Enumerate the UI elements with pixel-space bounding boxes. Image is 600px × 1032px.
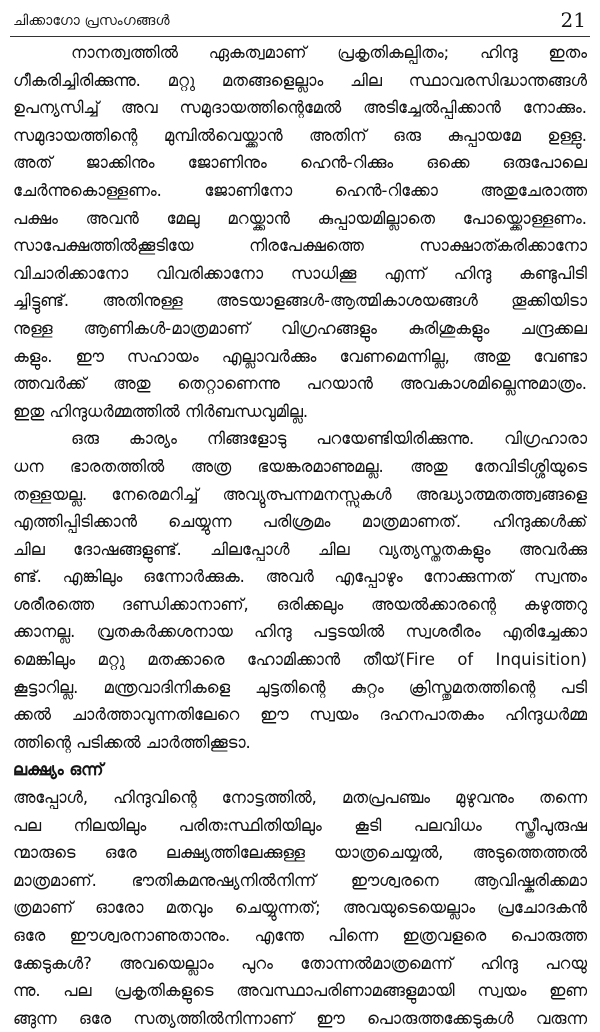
text-line: ഒരു കാര്യം നിങ്ങളോടു പറയേണ്ടിയിരിക്കുന്നു. വിഗ്രഹാരാ (71, 429, 587, 449)
text-line: സമുദായത്തിന്റെ മുമ്പിൽവെയ്ക്കാൻ അതിന് ഒരു കുപ്പായമേ ഉള്ളു. (13, 125, 587, 145)
text-line: പല നിലയിലും പരിതഃസ്ഥിതിയിലും കൂടി പലവിധം സ്ത്രീപുരുഷ (13, 815, 587, 835)
text-line: ത്തവർക്ക് അതു തെറ്റാണെന്നു പറയാൻ അവകാശമില്ലെന്നുമാത്രം. (13, 374, 587, 394)
body-text (13, 39, 587, 1032)
text-line: ത്തിന്റെ പടിക്കൽ ചാർത്തിക്കൂടാ. (13, 732, 251, 752)
text-line: ക്കേടുകൾ? അവയെല്ലാം പുറം തോന്നൽമാത്രമെന്ന് ഹിന്ദു പറയു (13, 953, 587, 973)
text-line: ച്ചിട്ടുണ്ട്. അതിനുള്ള അടയാളങ്ങൾ-ആത്മികാശയങ്ങൾ തൂക്കിയിടാ (13, 291, 587, 311)
text-line: ക്കൽ ചാർത്താവുന്നതിലേറെ ഈ സ്വയം ദഹനപാതകം ഹിന്ദുധർമ്മ (13, 705, 587, 725)
paragraph (13, 425, 587, 756)
text-line: പക്ഷം അവൻ മേലു മറയ്ക്കാൻ കുപ്പായമില്ലാതെ പോയ്ക്കൊള്ളണം. (13, 208, 587, 228)
text-line: ഒരേ ഈശ്വരനാണുതാനും. എന്തേ പിന്നെ ഇത്രവളരെ പൊരുത്ത (13, 926, 587, 945)
text-line: കൂട്ടാറില്ല. മന്ത്രവാദിനികളെ ചുട്ടതിന്റെ കുറ്റം ക്രിസ്തുമതത്തിന്റെ പടി (13, 677, 587, 697)
text-line: വിചാരിക്കാനോ വിവരിക്കാനോ സാധിക്കൂ എന്ന് ഹിന്ദു കണ്ടുപിടി (13, 263, 587, 283)
book-title: ചിക്കാഗോ പ്രസംഗങ്ങൾ (13, 13, 170, 29)
text-line: ശരീരത്തെ ദണ്ഡിക്കാനാണ്, ഒരിക്കലും അയൽക്കാരന്റെ കഴുത്തറു (13, 594, 587, 614)
text-line: അത് ജാക്കിനും ജോണിനും ഹെൻ-റിക്കും ഒക്കെ ഒരുപോലെ (13, 153, 587, 173)
text-line: തള്ളയല്ല. നേരെമറിച്ച് അവ്യുത്പന്നമനസ്സുകൾ അദ്ധ്യാത്മതത്ത്വങ്ങളെ (13, 484, 587, 504)
text-line: ണ്ട്. എങ്കിലും ഒന്നോർക്കുക. അവർ എപ്പോഴും നോക്കുന്നത് സ്വന്തം (13, 567, 587, 587)
text-line: ന്മാരുടെ ഒരേ ലക്ഷ്യത്തിലേക്കുള്ള യാത്രചെയ്യൽ, അടുത്തെത്തൽ (13, 843, 587, 863)
text-line: ഉപന്യസിച്ച് അവ സമുദായത്തിന്റെമേൽ അടിച്ചേൽപ്പിക്കാൻ നോക്കും. (13, 98, 587, 118)
text-line: ന്നു. പല പ്രകൃതികളുടെ അവസ്ഥാപരിണാമങ്ങളുമായി സ്വയം ഇണ (13, 981, 587, 1001)
text-line: അപ്പോൾ, ഹിന്ദുവിന്റെ നോട്ടത്തിൽ, മതപ്രപഞ്ചം മുഴുവനും തന്നെ (13, 788, 587, 808)
text-line: സാപേക്ഷത്തിൽക്കൂടിയേ നിരപേക്ഷത്തെ സാക്ഷാത്കരിക്കാനോ (13, 236, 587, 256)
text-line: നാനത്വത്തിൽ ഏകത്വമാണ് പ്രകൃതികല്പിതം; ഹിന്ദു ഇതം (71, 43, 587, 62)
text-line: ഇതു ഹിന്ദുധർമ്മത്തിൽ നിർബന്ധവുമില്ല. (13, 401, 309, 421)
text-line: ധന ഭാരതത്തിൽ അത്ര ഭയങ്കരമാണുമല്ല. അതു തേവിടിശ്ശിയുടെ (13, 456, 587, 476)
text-line: എത്തിപ്പിടിക്കാൻ ചെയ്യുന്ന പരിശ്രമം മാത്രമാണത്. ഹിന്ദുക്കൾക്ക് (13, 512, 587, 532)
text-line: ങ്ങുന്ന ഒരേ സത്യത്തിൽനിന്നാണ് ഈ പൊരുത്തക്കേടുകൾ വരുന്ന (13, 1008, 587, 1028)
text-line: ഗീകരിച്ചിരിക്കുന്നു. മറ്റു മതങ്ങളെല്ലാം ചില സ്ഥാവരസിദ്ധാന്തങ്ങൾ (13, 70, 587, 90)
paragraph (13, 784, 587, 1032)
section-heading: ലക്ഷ്യം ഒന്ന് (13, 760, 104, 780)
text-line: മാത്രമാണ്. ഭൗതികമനുഷ്യനിൽനിന്ന് ഈശ്വരനെ ആവിഷ്കരിക്കമാ (13, 870, 587, 890)
paragraph (13, 39, 587, 425)
text-line: ചേർന്നുകൊള്ളണം. ജോണിനോ ഹെൻ-റിക്കോ അതുചേരാത്ത (13, 180, 587, 200)
running-header (13, 4, 586, 38)
header-rule (10, 36, 590, 37)
page-number: 21 (560, 8, 586, 32)
text-line: ക്കാനല്ല. വ്രതകർക്കശനായ ഹിന്ദു പട്ടടയിൽ സ്വശരീരം എരിച്ചേക്കാ (13, 622, 587, 642)
text-line: മെങ്കിലും മറ്റു മതക്കാരെ ഹോമിക്കാൻ തീയ്(Fire of Inquisition) (13, 650, 587, 670)
text-line: ത്രമാണ് ഓരോ മതവും ചെയ്യുന്നത്; അവയുടെയെല്ലാം പ്രചോദകൻ (13, 898, 587, 918)
text-line: കളും. ഈ സഹായം എല്ലാവർക്കും വേണമെന്നില്ല, അതു വേണ്ടാ (13, 346, 587, 366)
text-line: നുള്ള ആണികൾ-മാത്രമാണ് വിഗ്രഹങ്ങളും കുരിശുകളും ചന്ദ്രക്കല (13, 318, 587, 338)
text-line: ചില ദോഷങ്ങളുണ്ട്. ചിലപ്പോൾ ചില വ്യത്യസ്തതകളും അവർക്കു (13, 539, 587, 559)
